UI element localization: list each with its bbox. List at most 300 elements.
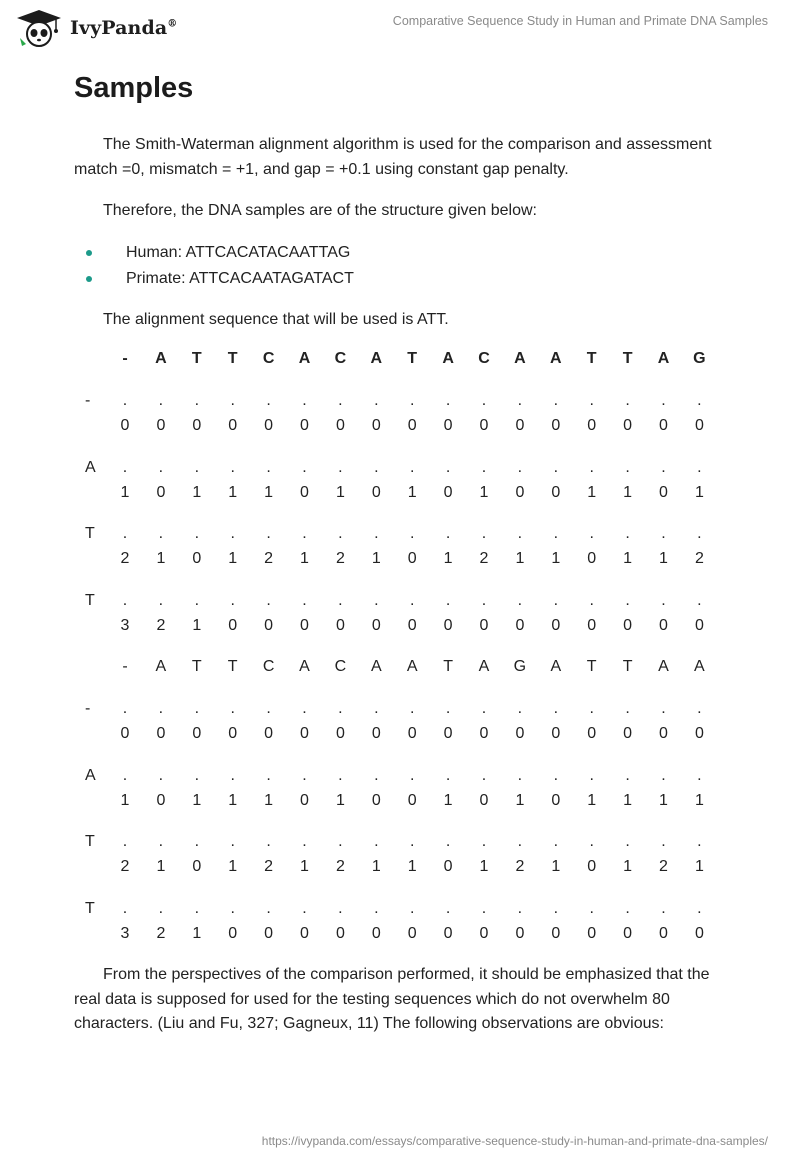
matrix-dot: . — [589, 458, 594, 476]
matrix-cell: 1 — [300, 550, 309, 567]
matrix-cell: 3 — [120, 924, 130, 942]
matrix-dot: . — [661, 591, 666, 609]
matrix-cell: 2 — [479, 550, 489, 567]
matrix-dot: . — [122, 392, 128, 409]
matrix-cell: 0 — [587, 924, 597, 942]
matrix-dot: . — [589, 591, 594, 609]
matrix-cell: 0 — [407, 725, 417, 742]
matrix-dot: . — [445, 458, 451, 476]
matrix-cell: 1 — [335, 791, 345, 809]
matrix-header-cell: C — [478, 350, 490, 367]
matrix-cell: 0 — [551, 725, 561, 742]
matrix-dot: . — [338, 458, 343, 476]
matrix-dot: . — [625, 700, 630, 717]
matrix-dot: . — [374, 392, 379, 409]
matrix-cell: 0 — [228, 924, 238, 942]
matrix-dot: . — [122, 591, 128, 609]
matrix-cell: 1 — [659, 550, 668, 567]
matrix-dot: . — [553, 899, 559, 917]
matrix-dot: . — [697, 392, 702, 409]
matrix-header-cell: C — [334, 658, 347, 675]
matrix-dot: . — [374, 458, 379, 476]
matrix-header-cell: T — [191, 350, 202, 367]
matrix-cell: 1 — [407, 483, 417, 501]
matrix-dot: . — [194, 833, 200, 850]
matrix-dot: . — [481, 766, 487, 784]
matrix-cell: 0 — [659, 924, 668, 942]
matrix-dot: . — [409, 458, 415, 476]
section-title: Samples — [74, 72, 194, 104]
matrix-header-cell: A — [658, 658, 669, 675]
matrix-dot: . — [158, 458, 164, 476]
matrix-cell: 0 — [407, 791, 417, 809]
matrix-cell: 1 — [587, 483, 597, 501]
matrix-dot: . — [625, 591, 630, 609]
footer-url[interactable]: https://ivypanda.com/essays/comparative-sequence-study-in-human-and-primate-dna-samples/ — [261, 1134, 768, 1148]
matrix-dot: . — [445, 392, 451, 409]
matrix-dot: . — [158, 899, 164, 917]
matrix-cell: 0 — [407, 924, 417, 942]
matrix-cell: 0 — [443, 924, 453, 942]
matrix-dot: . — [266, 766, 271, 784]
matrix-cell: 1 — [551, 858, 561, 875]
matrix-cell: 1 — [192, 483, 202, 501]
matrix-dot: . — [661, 458, 666, 476]
matrix-dot: . — [553, 591, 559, 609]
matrix-header-cell: T — [622, 350, 633, 367]
matrix-cell: 0 — [587, 858, 597, 875]
matrix-header-cell: A — [694, 658, 705, 675]
matrix-cell: 1 — [192, 616, 202, 634]
matrix-cell: 1 — [515, 550, 525, 567]
matrix-dot: . — [445, 591, 451, 609]
matrix-cell: 0 — [264, 924, 274, 942]
matrix-dot: . — [122, 458, 128, 476]
logo-text: IvyPanda® — [70, 17, 178, 39]
matrix-dot: . — [338, 833, 343, 850]
matrix-row-label: T — [85, 591, 95, 609]
matrix-dot: . — [194, 392, 200, 409]
matrix-header-cell: C — [334, 350, 347, 367]
matrix-header-cell: - — [122, 658, 128, 675]
matrix-cell: 1 — [228, 483, 238, 501]
matrix-cell: 0 — [587, 725, 597, 742]
matrix-dot: . — [194, 700, 200, 717]
matrix-cell: 0 — [120, 725, 130, 742]
matrix-dot: . — [661, 899, 666, 917]
matrix-dot: . — [302, 899, 307, 917]
matrix-dot: . — [589, 833, 594, 850]
matrix-cell: 1 — [156, 858, 166, 875]
matrix-header-cell: A — [406, 658, 418, 675]
list-item: Human: ATTCACATACAATTAG — [86, 240, 354, 266]
matrix-dot: . — [481, 458, 487, 476]
matrix-cell: 0 — [479, 924, 489, 942]
matrix-cell: 1 — [694, 858, 704, 875]
matrix-header-cell: T — [407, 350, 418, 367]
matrix-cell: 1 — [515, 791, 525, 809]
matrix-dot: . — [517, 766, 523, 784]
matrix-dot: . — [158, 525, 164, 542]
matrix-dot: . — [445, 766, 451, 784]
matrix-dot: . — [697, 700, 702, 717]
matrix-dot: . — [122, 766, 128, 784]
matrix-header-cell: G — [693, 350, 706, 367]
matrix-dot: . — [374, 525, 379, 542]
matrix-cell: 0 — [156, 725, 166, 742]
paragraph-method: The Smith-Waterman alignment algorithm is used for the comparison and assessment match =0, mismatch = +1, and gap = +0.1 using constant gap penalty. — [74, 136, 712, 178]
matrix-dot: . — [194, 525, 200, 542]
matrix-cell: 1 — [228, 791, 238, 809]
bullet-icon — [86, 276, 92, 282]
matrix-dot: . — [302, 392, 307, 409]
matrix-dot: . — [661, 766, 666, 784]
matrix-cell: 1 — [156, 550, 166, 567]
matrix-dot: . — [481, 833, 487, 850]
matrix-dot: . — [230, 766, 235, 784]
matrix-header-cell: A — [550, 658, 562, 675]
matrix-dot: . — [409, 700, 415, 717]
matrix-header-cell: T — [586, 658, 597, 675]
matrix-dot: . — [517, 700, 523, 717]
matrix-dot: . — [122, 700, 128, 717]
matrix-cell: 0 — [300, 616, 309, 634]
matrix-dot: . — [589, 766, 594, 784]
matrix-dot: . — [230, 700, 235, 717]
matrix-dot: . — [697, 833, 702, 850]
matrix-dot: . — [230, 899, 235, 917]
matrix-dot: . — [158, 833, 164, 850]
matrix-dot: . — [338, 766, 343, 784]
matrix-cell: 2 — [264, 550, 274, 567]
matrix-cell: 0 — [587, 550, 597, 567]
matrix-cell: 0 — [694, 924, 704, 942]
matrix-header-cell: - — [122, 350, 128, 367]
matrix-row-label: T — [85, 899, 95, 917]
matrix-header-cell: T — [586, 350, 597, 367]
matrix-dot: . — [266, 833, 271, 850]
matrix-header-cell: A — [298, 350, 311, 367]
matrix-header-cell: T — [622, 658, 633, 675]
matrix-dot: . — [338, 591, 343, 609]
matrix-dot: . — [374, 766, 379, 784]
matrix-cell: 2 — [264, 858, 274, 875]
matrix-dot: . — [122, 525, 128, 542]
matrix-cell: 0 — [443, 417, 453, 434]
matrix-dot: . — [230, 833, 235, 850]
matrix-dot: . — [409, 392, 415, 409]
matrix-cell: 1 — [335, 483, 345, 501]
matrix-cell: 0 — [156, 791, 166, 809]
matrix-cell: 0 — [300, 417, 309, 434]
matrix-cell: 2 — [694, 550, 704, 567]
matrix-dot: . — [625, 899, 630, 917]
matrix-cell: 0 — [407, 550, 417, 567]
matrix-cell: 1 — [659, 791, 668, 809]
matrix-dot: . — [230, 458, 235, 476]
matrix-cell: 2 — [335, 550, 345, 567]
matrix-dot: . — [338, 525, 343, 542]
matrix-dot: . — [589, 525, 594, 542]
matrix-cell: 1 — [228, 550, 238, 567]
matrix-dot: . — [553, 525, 559, 542]
matrix-dot: . — [158, 392, 164, 409]
matrix-cell: 0 — [479, 791, 489, 809]
matrix-cell: 0 — [551, 924, 561, 942]
matrix-dot: . — [409, 766, 415, 784]
matrix-dot: . — [625, 525, 630, 542]
matrix-cell: 0 — [623, 417, 633, 434]
matrix-dot: . — [409, 525, 415, 542]
matrix-header-cell: A — [550, 350, 562, 367]
matrix-dot: . — [553, 392, 559, 409]
matrix-dot: . — [266, 525, 271, 542]
sample-list — [86, 240, 354, 292]
matrix-dot: . — [158, 591, 164, 609]
matrix-cell: 0 — [659, 483, 668, 501]
matrix-dot: . — [158, 766, 164, 784]
logo[interactable] — [14, 8, 177, 48]
matrix-header-cell: A — [299, 658, 310, 675]
matrix-dot: . — [302, 458, 307, 476]
matrix-header-cell: T — [227, 658, 238, 675]
matrix-header-cell: A — [442, 350, 454, 367]
matrix-cell: 0 — [443, 483, 453, 501]
matrix-cell: 0 — [659, 417, 668, 434]
matrix-cell: 0 — [623, 725, 633, 742]
matrix-cell: 1 — [479, 483, 489, 501]
matrix-cell: 0 — [587, 616, 597, 634]
matrix-cell: 0 — [371, 791, 381, 809]
matrix-cell: 1 — [479, 858, 489, 875]
matrix-cell: 0 — [551, 417, 561, 434]
matrix-dot: . — [697, 766, 702, 784]
matrix-cell: 0 — [694, 725, 704, 742]
matrix-dot: . — [481, 700, 487, 717]
matrix-header-cell: T — [443, 658, 453, 675]
matrix-cell: 0 — [551, 616, 561, 634]
matrix-dot: . — [445, 833, 451, 850]
matrix-cell: 1 — [228, 858, 238, 875]
matrix-dot: . — [517, 458, 523, 476]
matrix-dot: . — [445, 525, 451, 542]
matrix-dot: . — [409, 833, 415, 850]
matrix-header-cell: A — [657, 350, 670, 367]
matrix-dot: . — [445, 899, 451, 917]
matrix-cell: 1 — [443, 791, 453, 809]
matrix-dot: . — [553, 700, 559, 717]
matrix-cell: 0 — [371, 483, 381, 501]
matrix-cell: 1 — [120, 483, 130, 501]
matrix-cell: 0 — [515, 483, 525, 501]
matrix-dot: . — [194, 766, 200, 784]
matrix-cell: 2 — [156, 924, 166, 942]
matrix-cell: 0 — [192, 858, 202, 875]
matrix-dot: . — [374, 700, 379, 717]
matrix-dot: . — [445, 700, 451, 717]
matrix-dot: . — [266, 458, 271, 476]
matrix-header-cell: A — [514, 350, 526, 367]
matrix-dot: . — [374, 833, 379, 850]
matrix-cell: 0 — [371, 417, 381, 434]
paragraph-alignment: The alignment sequence that will be used is ATT. — [103, 311, 449, 328]
matrix-cell: 0 — [120, 417, 130, 434]
matrix-cell: 0 — [300, 924, 309, 942]
document-title: Comparative Sequence Study in Human and Primate DNA Samples — [392, 14, 768, 28]
matrix-dot: . — [230, 392, 235, 409]
matrix-dot: . — [122, 899, 128, 917]
matrix-header-cell: A — [478, 658, 490, 675]
matrix-dot: . — [302, 591, 307, 609]
matrix-cell: 0 — [371, 725, 381, 742]
matrix-cell: 0 — [192, 550, 202, 567]
matrix-dot: . — [194, 458, 200, 476]
matrix-dot: . — [338, 700, 343, 717]
matrix-dot: . — [517, 899, 523, 917]
matrix-dot: . — [374, 591, 379, 609]
matrix-dot: . — [697, 591, 702, 609]
matrix-header-cell: A — [155, 658, 167, 675]
matrix-cell: 0 — [156, 417, 166, 434]
matrix-cell: 0 — [264, 616, 274, 634]
matrix-dot: . — [625, 458, 630, 476]
matrix-dot: . — [302, 700, 307, 717]
matrix-dot: . — [122, 833, 128, 850]
matrix-dot: . — [517, 833, 523, 850]
matrix-cell: 0 — [300, 483, 309, 501]
matrix-dot: . — [481, 591, 487, 609]
matrix-header-cell: A — [370, 658, 382, 675]
matrix-cell: 1 — [694, 483, 704, 501]
matrix-header-cell: T — [227, 350, 238, 367]
matrix-dot: . — [661, 833, 666, 850]
matrix-cell: 3 — [120, 616, 130, 634]
matrix-cell: 1 — [192, 924, 202, 942]
matrix-row-label: T — [85, 833, 95, 850]
matrix-cell: 0 — [694, 616, 704, 634]
bullet-icon — [86, 250, 92, 256]
matrix-cell: 1 — [371, 550, 381, 567]
matrix-cell: 0 — [192, 417, 202, 434]
matrix-cell: 0 — [515, 725, 525, 742]
matrix-dot: . — [302, 525, 307, 542]
matrix-cell: 0 — [443, 725, 453, 742]
matrix-cell: 0 — [479, 417, 489, 434]
matrix-dot: . — [266, 392, 271, 409]
matrix-row-label: T — [85, 525, 95, 542]
list-item: Primate: ATTCACAATAGATACT — [86, 266, 354, 292]
matrix-dot: . — [194, 899, 200, 917]
matrix-cell: 0 — [407, 417, 417, 434]
matrix-dot: . — [661, 525, 666, 542]
matrix-cell: 0 — [443, 858, 453, 875]
matrix-cell: 1 — [443, 550, 453, 567]
matrix-cell: 0 — [515, 417, 525, 434]
matrix-cell: 1 — [120, 791, 130, 809]
matrix-header-cell: G — [513, 658, 527, 675]
matrix-header-cell: C — [262, 658, 275, 675]
matrix-dot: . — [589, 700, 594, 717]
matrix-dot: . — [338, 899, 343, 917]
matrix-dot: . — [481, 525, 487, 542]
matrix-cell: 1 — [300, 858, 309, 875]
matrix-row-label: A — [85, 766, 96, 784]
matrix-cell: 0 — [228, 417, 238, 434]
matrix-cell: 1 — [587, 791, 597, 809]
matrix-dot: . — [374, 899, 379, 917]
matrix-dot: . — [302, 766, 307, 784]
matrix-header-cell: A — [155, 350, 167, 367]
matrix-cell: 0 — [335, 725, 345, 742]
matrix-dot: . — [158, 700, 164, 717]
matrix-dot: . — [697, 899, 702, 917]
matrix-cell: 0 — [515, 924, 525, 942]
matrix-cell: 0 — [156, 483, 166, 501]
matrix-cell: 0 — [228, 725, 238, 742]
matrix-header-cell: T — [191, 658, 202, 675]
matrix-cell: 1 — [264, 483, 274, 501]
matrix-cell: 1 — [551, 550, 561, 567]
matrix-dot: . — [697, 525, 702, 542]
matrix-dot: . — [625, 833, 630, 850]
matrix-cell: 0 — [659, 725, 668, 742]
matrix-cell: 0 — [192, 725, 202, 742]
matrix-dot: . — [481, 899, 487, 917]
matrix-cell: 1 — [264, 791, 274, 809]
matrix-header-cell: A — [370, 350, 383, 367]
matrix-row-label: - — [85, 700, 91, 717]
matrix-cell: 0 — [300, 791, 309, 809]
matrix-cell: 0 — [335, 417, 345, 434]
matrix-cell: 0 — [623, 924, 633, 942]
matrix-cell: 0 — [479, 725, 489, 742]
matrix-cell: 1 — [192, 791, 202, 809]
matrix-cell: 2 — [120, 858, 130, 875]
matrix-cell: 0 — [371, 616, 381, 634]
matrix-cell: 0 — [264, 417, 274, 434]
matrix-dot: . — [517, 392, 523, 409]
matrix-cell: 1 — [694, 791, 704, 809]
matrix-dot: . — [266, 591, 271, 609]
matrix-dot: . — [230, 525, 235, 542]
matrix-cell: 2 — [335, 858, 345, 875]
matrix-cell: 1 — [623, 858, 633, 875]
matrix-dot: . — [409, 591, 415, 609]
matrix-cell: 0 — [300, 725, 309, 742]
matrix-dot: . — [481, 392, 487, 409]
matrix-cell: 0 — [335, 924, 345, 942]
matrix-dot: . — [661, 392, 666, 409]
matrix-cell: 1 — [623, 550, 633, 567]
matrix-cell: 2 — [659, 858, 668, 875]
matrix-dot: . — [589, 899, 594, 917]
matrix-dot: . — [517, 525, 523, 542]
matrix-cell: 0 — [228, 616, 238, 634]
matrix-cell: 0 — [694, 417, 704, 434]
matrix-row-label: A — [85, 458, 96, 476]
matrix-dot: . — [409, 899, 415, 917]
paragraph-observations: From the perspectives of the comparison performed, it should be emphasized that the real data is supposed for used for the testing sequences which do not overwhelm 80 characters. (Liu and Fu, 327; Gagneux, 11) The following observations are obvious: — [74, 966, 710, 1032]
matrix-cell: 0 — [551, 483, 561, 501]
matrix-cell: 1 — [623, 483, 633, 501]
matrix-row-label: - — [85, 392, 91, 409]
matrix-dot: . — [697, 458, 702, 476]
matrix-cell: 0 — [623, 616, 633, 634]
matrix-dot: . — [266, 899, 271, 917]
matrix-dot: . — [625, 766, 630, 784]
matrix-cell: 1 — [623, 791, 633, 809]
matrix-cell: 2 — [120, 550, 130, 567]
